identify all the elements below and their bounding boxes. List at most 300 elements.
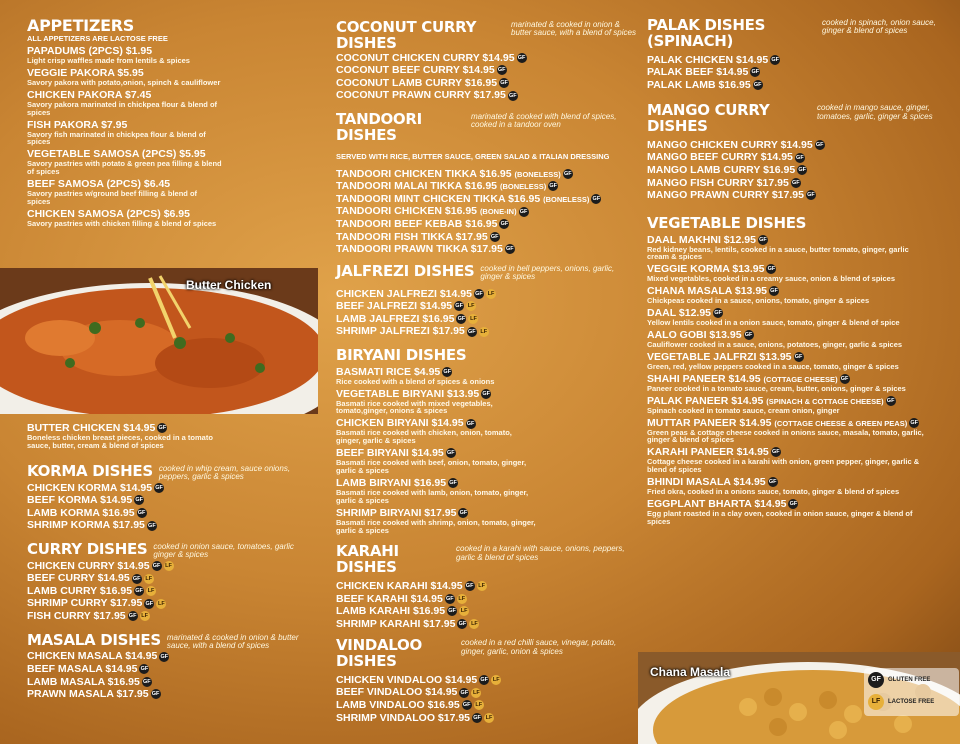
menu-item-name: LAMB MASALA $16.95 xyxy=(27,675,140,688)
lactose-free-icon: LF xyxy=(141,613,148,620)
menu-item xyxy=(27,663,317,676)
tandoori-title: TANDOORI DISHES xyxy=(336,109,422,144)
menu-item xyxy=(336,605,636,618)
menu-item xyxy=(336,580,636,593)
menu-item xyxy=(27,120,317,147)
menu-item-note: (BONELESS) xyxy=(514,169,561,179)
menu-item-desc: Mixed vegetables, cooked in a creamy sauce, onion & blend of spices xyxy=(647,274,895,284)
tandoori-header xyxy=(336,109,636,144)
menu-item-name: VEGGIE PAKORA $5.95 xyxy=(27,66,144,79)
menu-item-name: LAMB BIRYANI $16.95 xyxy=(336,476,447,489)
gluten-free-icon: GF xyxy=(152,562,161,569)
vegetable-list xyxy=(647,235,952,526)
vindaloo-header xyxy=(336,638,636,670)
menu-item xyxy=(336,193,636,206)
menu-item xyxy=(647,264,952,283)
gluten-free-icon: GF xyxy=(886,397,895,404)
menu-item-name: MANGO CHICKEN CURRY $14.95 xyxy=(647,138,813,151)
menu-item-name: BEEF KARAHI $14.95 xyxy=(336,592,443,605)
appetizers-subtitle: ALL APPETIZERS ARE LACTOSE FREE xyxy=(27,33,168,43)
gluten-free-icon: GF xyxy=(475,290,483,297)
mango-title: MANGO CURRY DISHES xyxy=(647,101,770,136)
vegetable-header xyxy=(647,213,952,232)
menu-item-note: (BONELESS) xyxy=(543,194,590,204)
gluten-free-icon: GF xyxy=(135,497,144,504)
menu-item-name: COCONUT CHICKEN CURRY $14.95 xyxy=(336,51,515,64)
menu-item xyxy=(27,585,317,598)
appetizers-list xyxy=(27,46,317,228)
menu-item-desc: Fried okra, cooked in a onions sauce, tomato, ginger & blend of spices xyxy=(647,487,900,497)
menu-item xyxy=(336,674,636,687)
lactose-free-icon: LF xyxy=(480,328,488,335)
column-left-lower xyxy=(27,420,317,701)
menu-item-name: CHICKEN KARAHI $14.95 xyxy=(336,579,463,592)
curry-header xyxy=(27,539,317,560)
gluten-free-icon: GF xyxy=(798,167,807,174)
curry-list xyxy=(27,560,317,623)
menu-item xyxy=(336,180,636,193)
menu-item-name: BASMATI RICE $4.95 xyxy=(336,365,441,378)
menu-item xyxy=(336,712,636,725)
menu-item xyxy=(336,168,636,181)
menu-item-name: SHRIMP CURRY $17.95 xyxy=(27,597,143,610)
gluten-free-icon: GF xyxy=(132,575,141,582)
menu-item xyxy=(647,396,952,415)
menu-item xyxy=(336,77,636,90)
menu-item-desc: Basmati rice cooked with shrimp, onion, tomato, ginger, garlic & spices xyxy=(336,517,536,535)
gluten-free-icon: GF xyxy=(500,221,509,228)
menu-item xyxy=(336,325,636,338)
jalfrezi-header xyxy=(336,261,636,282)
curry-desc: cooked in onion sauce, tomatoes, garlic ginger & spices xyxy=(153,541,294,560)
tandoori-list xyxy=(336,168,636,256)
menu-item xyxy=(27,179,317,206)
menu-item xyxy=(27,209,317,228)
lactose-free-icon: LF xyxy=(473,689,480,696)
legend-lf-text: LACTOSE FREE xyxy=(888,699,935,705)
gluten-free-icon: GF xyxy=(500,79,508,86)
menu-item xyxy=(647,235,952,262)
menu-item-name: LAMB VINDALOO $16.95 xyxy=(336,698,460,711)
menu-item-note: (COTTAGE CHEESE & GREEN PEAS) xyxy=(774,418,908,428)
vegetable-title: VEGETABLE DISHES xyxy=(647,213,807,232)
vindaloo-title: VINDALOO DISHES xyxy=(336,636,422,671)
menu-item-desc: Cauliflower cooked in a sauce, onions, potatoes, ginger, garlic & spices xyxy=(647,339,903,349)
gluten-free-icon: GF xyxy=(549,183,558,190)
vindaloo-desc: cooked in a red chilli sauce, vinegar, potato, ginger, garlic, onion & spices xyxy=(461,638,617,656)
menu-item-name: TANDOORI FISH TIKKA $17.95 xyxy=(336,230,488,243)
menu-item-name: CHICKEN VINDALOO $14.95 xyxy=(336,673,478,686)
karahi-title: KARAHI DISHES xyxy=(336,542,399,577)
menu-item xyxy=(336,686,636,699)
menu-item-name: LAMB CURRY $16.95 xyxy=(27,584,133,597)
menu-item-name: BEEF JALFREZI $14.95 xyxy=(336,300,453,313)
gluten-free-icon: GF xyxy=(457,315,466,322)
tandoori-served: SERVED WITH RICE, BUTTER SAUCE, GREEN SALAD & ITALIAN DRESSING xyxy=(336,152,610,162)
mango-header xyxy=(647,103,952,135)
menu-item-name: FISH PAKORA $7.95 xyxy=(27,118,128,131)
jalfrezi-title: JALFREZI DISHES xyxy=(336,261,475,280)
menu-item-name: COCONUT BEEF CURRY $14.95 xyxy=(336,64,495,77)
menu-item-name: TANDOORI MALAI TIKKA $16.95 xyxy=(336,180,498,193)
coconut-list xyxy=(336,52,636,102)
menu-item-note: (BONE-IN) xyxy=(479,207,517,217)
menu-item-name: PALAK BEEF $14.95 xyxy=(647,66,749,79)
menu-item-name: BEEF BIRYANI $14.95 xyxy=(336,447,444,460)
coconut-header xyxy=(336,20,636,52)
korma-title: KORMA DISHES xyxy=(27,461,153,480)
menu-item-note: (COTTAGE CHEESE) xyxy=(763,374,838,384)
gluten-free-icon: GF xyxy=(770,288,778,295)
gluten-free-icon: GF xyxy=(462,702,471,709)
gluten-free-icon: GF xyxy=(497,67,506,74)
menu-item-name: TANDOORI CHICKEN $16.95 xyxy=(336,205,478,218)
lactose-free-icon: LF xyxy=(475,702,483,709)
menu-item-name: TANDOORI MINT CHICKEN TIKKA $16.95 xyxy=(336,192,541,205)
menu-item-name: KARAHI PANEER $14.95 xyxy=(647,446,769,459)
lactose-free-icon: LF xyxy=(487,290,495,297)
gluten-free-icon: GF xyxy=(714,310,722,317)
menu-item xyxy=(27,68,317,87)
menu-item-note: (SPINACH & COTTAGE CHEESE) xyxy=(766,396,884,406)
palak-desc: cooked in spinach, onion sauce, ginger & blend of spices xyxy=(822,18,936,36)
column-middle xyxy=(336,14,636,724)
gluten-free-icon: GF xyxy=(145,600,154,607)
vindaloo-list xyxy=(336,674,636,724)
menu-item-desc: Spinach cooked in tomato sauce, cream onion, ginger xyxy=(647,405,840,415)
gluten-free-icon: GF xyxy=(160,653,169,660)
menu-item-desc: Green peas & cottage cheese cooked in onions sauce, masala, tomato, garlic, ginger & blend of spices xyxy=(647,427,924,445)
legend-gf-text: GLUTEN FREE xyxy=(888,677,931,683)
menu-item-name: CHANA MASALA $13.95 xyxy=(647,285,767,298)
menu-item xyxy=(336,448,636,475)
gluten-free-icon: GF xyxy=(771,56,779,63)
menu-item xyxy=(336,288,636,301)
gluten-free-icon: GF xyxy=(465,583,474,590)
lactose-free-icon: LF xyxy=(470,315,477,322)
menu-item-name: EGGPLANT BHARTA $14.95 xyxy=(647,497,787,510)
gluten-free-icon: GF xyxy=(128,613,137,620)
gluten-free-icon: GF xyxy=(459,509,468,516)
menu-item xyxy=(336,593,636,606)
palak-list xyxy=(647,54,952,92)
gluten-free-icon: GF xyxy=(148,522,156,529)
lactose-free-icon: LF xyxy=(157,600,165,607)
gf-badge-icon: GF xyxy=(158,425,167,432)
gluten-free-icon: GF xyxy=(448,608,456,615)
menu-item xyxy=(27,519,317,532)
karahi-list xyxy=(336,580,636,630)
butter-chicken-item xyxy=(27,423,317,450)
palak-title: PALAK DISHES (SPINACH) xyxy=(647,16,766,50)
menu-item xyxy=(336,313,636,326)
appetizers-section xyxy=(27,18,317,228)
appetizers-title: APPETIZERS xyxy=(27,16,135,35)
menu-item-name: FISH CURRY $17.95 xyxy=(27,610,126,623)
menu-item-desc: Paneer cooked in a tomato sauce, cream, butter, onions, ginger & spices xyxy=(647,383,906,393)
menu-item xyxy=(336,418,636,445)
menu-item-note: (BONELESS) xyxy=(499,182,547,192)
menu-item-desc: Savory fish marinated in chickpea flour & blend of spices xyxy=(27,129,206,147)
menu-item xyxy=(27,560,317,573)
tandoori-desc: marinated & cooked with blend of spices, cooked in a tandoor oven xyxy=(471,111,617,130)
menu-item xyxy=(647,54,952,67)
menu-item-name: BEEF SAMOSA (2PCS) $6.45 xyxy=(27,178,171,191)
gluten-free-icon: GF xyxy=(794,354,803,361)
biryani-header xyxy=(336,345,636,364)
masala-desc: marinated & cooked in onion & butter sauce, with a blend of spices xyxy=(166,632,299,651)
menu-item xyxy=(336,89,636,102)
menu-item-name: CHICKEN CURRY $14.95 xyxy=(27,559,150,572)
lactose-free-icon: LF xyxy=(165,562,172,569)
coconut-desc: marinated & cooked in onion & butter sauce, with a blend of spices xyxy=(511,20,636,38)
menu-item-name: SHAHI PANEER $14.95 xyxy=(647,372,761,385)
menu-item-name: CHICKEN SAMOSA (2PCS) $6.95 xyxy=(27,207,190,220)
menu-item-desc: Chickpeas cooked in a sauce, onions, tomato, ginger & spices xyxy=(647,296,870,306)
menu-item-name: LAMB JALFREZI $16.95 xyxy=(336,312,455,325)
column-right xyxy=(647,12,952,526)
menu-item xyxy=(336,389,636,416)
menu-item-desc: Cottage cheese cooked in a karahi with onion, green pepper, ginger, garlic & blend of spices xyxy=(647,457,920,475)
gluten-free-icon: GF xyxy=(490,233,499,240)
korma-header xyxy=(27,461,317,482)
menu-item xyxy=(647,164,952,177)
menu-item xyxy=(336,367,636,386)
gluten-free-icon: GF xyxy=(142,678,151,685)
menu-item xyxy=(27,688,317,701)
menu-item xyxy=(336,300,636,313)
biryani-title: BIRYANI DISHES xyxy=(336,345,467,364)
gluten-free-icon: GF xyxy=(840,375,849,382)
biryani-list xyxy=(336,367,636,535)
menu-item xyxy=(336,64,636,77)
menu-item-name: MANGO FISH CURRY $17.95 xyxy=(647,176,789,189)
gluten-free-icon: GF xyxy=(449,480,457,487)
gluten-free-icon: GF xyxy=(744,332,753,339)
gluten-free-icon: GF xyxy=(759,236,767,243)
legend-lf xyxy=(868,694,956,710)
gluten-free-icon: GF xyxy=(443,368,452,375)
menu-item-name: TANDOORI CHICKEN TIKKA $16.95 xyxy=(336,167,512,180)
menu-item xyxy=(647,66,952,79)
masala-list xyxy=(27,650,317,700)
menu-item xyxy=(27,610,317,623)
menu-item xyxy=(647,139,952,152)
menu-item-name: SHRIMP KORMA $17.95 xyxy=(27,519,145,532)
gluten-free-icon: GF xyxy=(446,450,455,457)
menu-item xyxy=(27,46,317,65)
menu-item-desc: Rice cooked with a blend of spices & onions xyxy=(336,376,495,386)
menu-item-name: PRAWN MASALA $17.95 xyxy=(27,688,149,701)
column-left xyxy=(27,0,317,228)
menu-item-desc: Savory pakora marinated in chickpea flour & blend of spices xyxy=(27,99,218,117)
menu-item-name: DAAL $12.95 xyxy=(647,307,712,320)
menu-item-desc: Savory pastries with chicken filling & blend of spices xyxy=(27,218,217,228)
gluten-free-icon: GF xyxy=(467,328,476,335)
menu-item-name: CHICKEN KORMA $14.95 xyxy=(27,481,153,494)
legend-gf xyxy=(868,672,956,688)
gluten-free-icon: GF xyxy=(771,449,780,456)
menu-item-desc: Basmati rice cooked with mixed vegetables, tomato,ginger, onions & spices xyxy=(336,398,493,416)
jalfrezi-desc: cooked in bell peppers, onions, garlic, ginger & spices xyxy=(480,263,615,282)
masala-header xyxy=(27,630,317,651)
menu-item-name: BEEF KORMA $14.95 xyxy=(27,494,133,507)
gluten-free-icon: GF xyxy=(137,509,146,516)
gluten-free-icon: GF xyxy=(791,179,800,186)
menu-item xyxy=(647,374,952,393)
curry-title: CURRY DISHES xyxy=(27,539,148,558)
butter-chicken-desc: Boneless chicken breast pieces, cooked in a tomato sauce, butter, cream & blend of spices xyxy=(27,433,213,450)
menu-item xyxy=(647,79,952,92)
menu-item-name: MUTTAR PANEER $14.95 xyxy=(647,416,772,429)
menu-item xyxy=(336,508,636,535)
menu-item xyxy=(647,308,952,327)
menu-item xyxy=(336,243,636,256)
korma-desc: cooked in whip cream, sauce onions, peppers, garlic & spices xyxy=(158,463,291,482)
menu-item-name: CHICKEN BIRYANI $14.95 xyxy=(336,417,464,430)
menu-item xyxy=(27,597,317,610)
menu-item-name: SHRIMP VINDALOO $17.95 xyxy=(336,711,471,724)
butter-chicken-name: BUTTER CHICKEN $14.95 xyxy=(27,422,156,434)
gluten-free-icon: GF xyxy=(508,92,517,99)
masala-title: MASALA DISHES xyxy=(27,630,161,649)
menu-item xyxy=(647,330,952,349)
gluten-free-icon: GF xyxy=(482,390,490,397)
lactose-free-icon: LF xyxy=(868,694,884,710)
menu-item xyxy=(27,149,317,176)
menu-item-name: SHRIMP JALFREZI $17.95 xyxy=(336,325,465,338)
karahi-desc: cooked in a karahi with sauce, onions, peppers, garlic & blend of spices xyxy=(456,544,625,562)
menu-item xyxy=(27,650,317,663)
lactose-free-icon: LF xyxy=(467,303,475,310)
lactose-free-icon: LF xyxy=(485,714,493,721)
menu-item xyxy=(27,494,317,507)
gluten-free-icon: GF xyxy=(155,484,163,491)
korma-list xyxy=(27,482,317,532)
menu-item xyxy=(647,286,952,305)
menu-item xyxy=(647,477,952,496)
menu-item xyxy=(647,151,952,164)
menu-item-name: PALAK CHICKEN $14.95 xyxy=(647,53,769,66)
butter-chicken-photo xyxy=(0,268,318,414)
menu-item-name: LAMB KARAHI $16.95 xyxy=(336,605,446,618)
gluten-free-icon: GF xyxy=(807,192,815,199)
lactose-free-icon: LF xyxy=(492,677,500,683)
lactose-free-icon: LF xyxy=(460,608,468,615)
gluten-free-icon: GF xyxy=(140,666,149,673)
gluten-free-icon: GF xyxy=(445,595,454,602)
menu-item xyxy=(647,418,952,445)
coconut-title: COCONUT CURRY DISHES xyxy=(336,18,477,52)
menu-item-name: BEEF VINDALOO $14.95 xyxy=(336,686,458,699)
menu-item-desc: Savory pastries with potato & green pea filling & blend of spices xyxy=(27,159,222,177)
jalfrezi-list xyxy=(336,288,636,338)
lactose-free-icon: LF xyxy=(147,588,155,595)
menu-item-name: VEGETABLE SAMOSA (2PCS) $5.95 xyxy=(27,148,206,161)
menu-item-name: VEGETABLE JALFRZI $13.95 xyxy=(647,350,792,363)
chana-masala-label: Chana Masala xyxy=(650,665,731,679)
menu-item-desc: Yellow lentils cooked in a onion sauce, tomato, ginger & blend of spice xyxy=(647,318,900,328)
menu-item-name: COCONUT LAMB CURRY $16.95 xyxy=(336,76,498,89)
lactose-free-icon: LF xyxy=(458,595,466,602)
gluten-free-icon: GF xyxy=(455,303,463,310)
gluten-free-icon: GF xyxy=(480,677,489,683)
gluten-free-icon: GF xyxy=(473,714,481,721)
menu-item-name: LAMB KORMA $16.95 xyxy=(27,506,135,519)
menu-item-desc: Savory pastries w/ground beef filling & blend of spices xyxy=(27,189,198,207)
butter-chicken-label: Butter Chicken xyxy=(186,278,272,292)
menu-item-desc: Red kidney beans, lentils, cooked in a sauce, butter tomato, ginger, garlic cream & spices xyxy=(647,244,909,262)
gluten-free-icon: GF xyxy=(460,689,469,696)
gluten-free-icon: GF xyxy=(751,69,760,76)
menu-item xyxy=(336,205,636,218)
palak-header xyxy=(647,18,952,50)
menu-item xyxy=(647,499,952,526)
menu-item-desc: Savory pakora with potato,onion, spinch & cauliflower xyxy=(27,77,221,87)
badge-legend xyxy=(864,668,959,716)
mango-list xyxy=(647,139,952,202)
gluten-free-icon: GF xyxy=(789,501,798,508)
menu-item-name: CHICKEN JALFREZI $14.95 xyxy=(336,287,472,300)
lactose-free-icon: LF xyxy=(145,575,153,582)
gluten-free-icon: GF xyxy=(151,691,160,698)
menu-item-name: BEEF MASALA $14.95 xyxy=(27,663,138,676)
menu-item-desc: Egg plant roasted in a clay oven, cooked in onion sauce, ginger & blend of spices xyxy=(647,508,913,526)
menu-item-name: CHICKEN MASALA $14.95 xyxy=(27,650,158,663)
menu-item-desc: Basmati rice cooked with lamb, onion, tomato, ginger, garlic & spices xyxy=(336,487,529,505)
menu-item xyxy=(647,352,952,371)
gluten-free-icon: GF xyxy=(517,54,526,61)
gluten-free-icon: GF xyxy=(910,419,919,426)
lactose-free-icon: LF xyxy=(471,620,478,627)
menu-item xyxy=(336,699,636,712)
menu-item-name: TANDOORI BEEF KEBAB $16.95 xyxy=(336,218,498,230)
menu-item xyxy=(336,478,636,505)
gluten-free-icon: GF xyxy=(563,170,572,177)
menu-item-desc: Basmati rice cooked with beef, onion, tomato, ginger, garlic & spices xyxy=(336,458,527,475)
karahi-header xyxy=(336,544,636,576)
gluten-free-icon: GF xyxy=(767,266,776,273)
gluten-free-icon: GF xyxy=(506,246,514,253)
gluten-free-icon: GF xyxy=(135,588,143,595)
gluten-free-icon: GF xyxy=(592,196,601,203)
menu-item-name: BHINDI MASALA $14.95 xyxy=(647,476,766,489)
gluten-free-icon: GF xyxy=(458,620,467,627)
gluten-free-icon: GF xyxy=(796,154,804,161)
menu-item xyxy=(647,189,952,202)
lactose-free-icon: LF xyxy=(478,583,485,590)
menu-item-name: SHRIMP KARAHI $17.95 xyxy=(336,617,456,630)
menu-item-name: VEGGIE KORMA $13.95 xyxy=(647,263,765,276)
menu-item xyxy=(27,572,317,585)
menu-item xyxy=(27,482,317,495)
menu-item-name: BEEF CURRY $14.95 xyxy=(27,572,130,585)
menu-item-name: MANGO LAMB CURRY $16.95 xyxy=(647,163,796,176)
menu-item xyxy=(27,507,317,520)
menu-item-name: AALO GOBI $13.95 xyxy=(647,328,742,341)
menu-item-name: MANGO BEEF CURRY $14.95 xyxy=(647,151,793,164)
mango-desc: cooked in mango sauce, ginger, tomatoes, garlic, ginger & spices xyxy=(817,103,933,121)
gluten-free-icon: GF xyxy=(815,142,824,148)
menu-item xyxy=(647,177,952,190)
menu-item-name: MANGO PRAWN CURRY $17.95 xyxy=(647,189,804,202)
menu-item xyxy=(27,676,317,689)
gluten-free-icon: GF xyxy=(768,479,777,486)
menu-item xyxy=(336,218,636,231)
menu-item-name: PALAK PANEER $14.95 xyxy=(647,394,764,407)
menu-item-name: VEGETABLE BIRYANI $13.95 xyxy=(336,387,480,400)
menu-item-name: CHICKEN PAKORA $7.45 xyxy=(27,88,152,101)
